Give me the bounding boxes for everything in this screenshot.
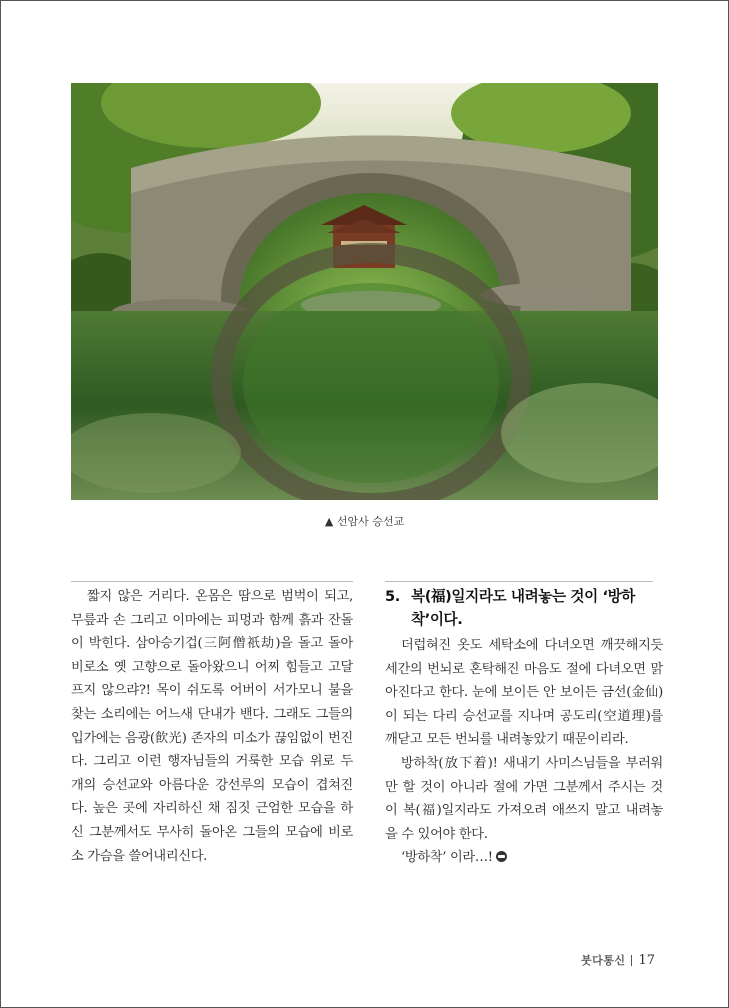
left-column <box>71 585 353 868</box>
bridge-photo-illustration <box>71 83 658 500</box>
right-column <box>385 585 663 870</box>
page-footer <box>581 952 655 968</box>
footer-divider <box>631 955 632 966</box>
magazine-name: 붓다통신 <box>580 954 626 967</box>
photo-seungseongyo-bridge <box>71 83 658 500</box>
closing-text: ‘방하착’ 이라…! <box>401 850 493 866</box>
right-column-rule <box>385 581 653 582</box>
photo-caption: ▲ 선암사 승선교 <box>324 515 405 528</box>
left-paragraph: 짧지 않은 거리다. 온몸은 땀으로 범벅이 되고, 무릎과 손 그리고 이마에는 피멍과 함께 흙과 잔돌이 박힌다. 삼아승기겁(三阿僧祇劫)을 돌고 돌아 비로소 옛 고향으로 돌아왔으니 어찌 힘들고 고달프지 않으랴?! 목이 쉬도록 어버이 서가모니 불을 찾는 소리에는 어느새 단내가 밴다. 그래도 그들의 입가에는 음광(飮光) 존자의 미소가 끊임없이 번진다. 그리고 이런 행자님들의 거룩한 모습 위로 두 개의 승선교와 아름다운 강선루의 모습이 겹쳐진다. 높은 곳에 자리하신 채 짐짓 근엄한 모습을 하신 그분께서도 무사히 돌아온 그들의 모습에 비로소 가슴을 쓸어내리신다. <box>71 589 353 864</box>
end-mark-icon <box>496 851 507 862</box>
page-number: 17 <box>638 952 655 968</box>
right-paragraph-1: 더럽혀진 옷도 세탁소에 다녀오면 깨끗해지듯 세간의 번뇌로 혼탁해진 마음도 절에 다녀오면 맑아진다고 한다. 눈에 보이든 안 보이든 금선(金仙)이 되는 다리 승선교를 지나며 공도리(空道理)를 깨닫고 모든 번뇌를 내려놓았기 때문이리라. <box>385 638 663 748</box>
right-paragraph-2: 방하착(放下着)! 새내기 사미스님들을 부러워만 할 것이 아니라 절에 가면 그분께서 주시는 것이 복(福)일지라도 가져오려 애쓰지 말고 내려놓을 수 있어야 한다. <box>385 755 663 842</box>
section-heading-number: 5. <box>385 588 400 605</box>
left-column-rule <box>71 581 353 582</box>
section-heading <box>385 585 663 631</box>
closing-line <box>385 846 663 870</box>
section-heading-text: 복(福)일지라도 내려놓는 것이 ‘방하착’이다. <box>411 588 635 628</box>
